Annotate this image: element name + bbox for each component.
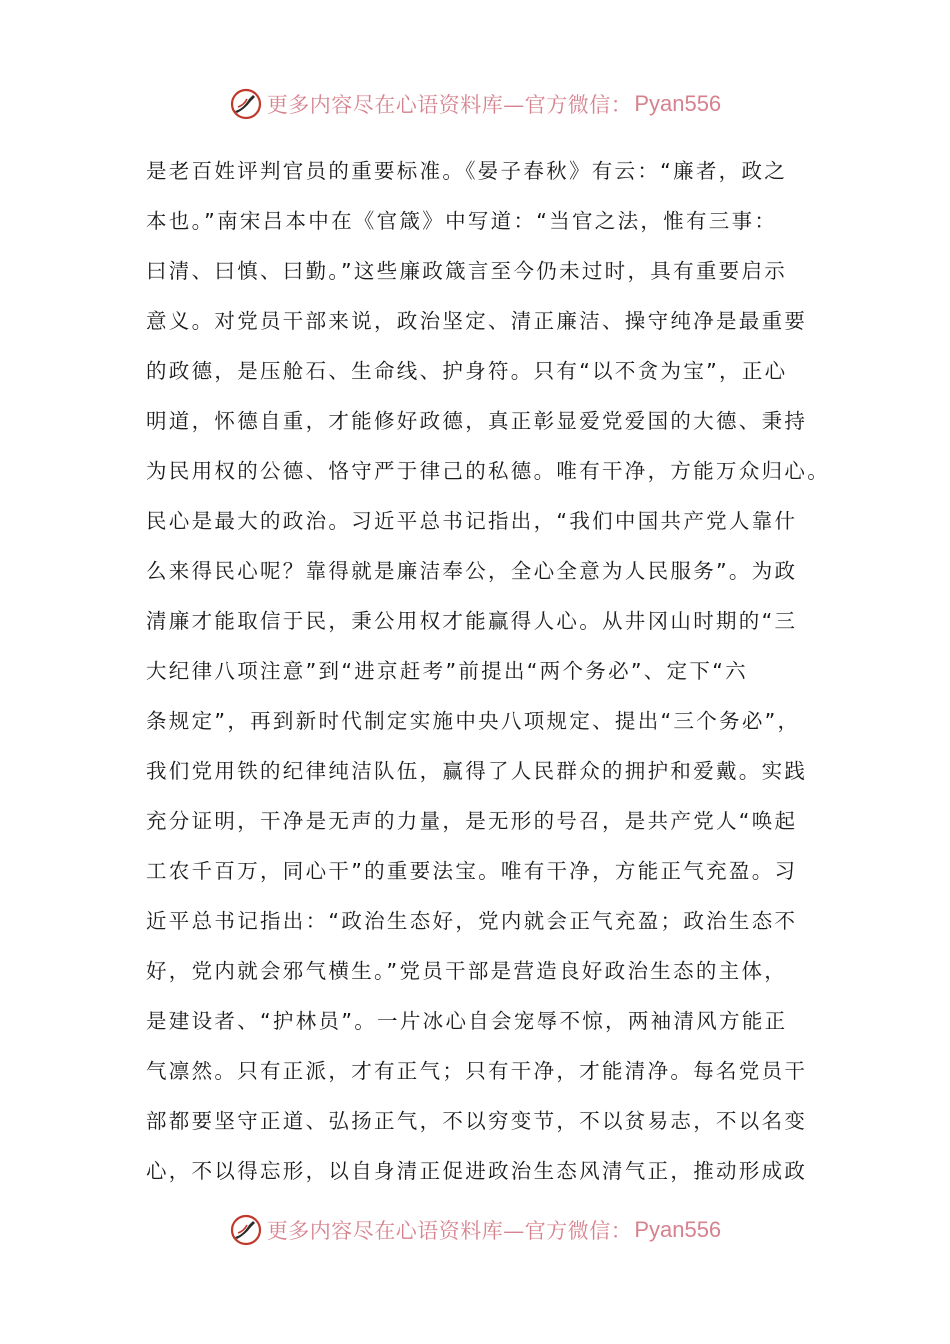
body-line: 清廉才能取信于民，秉公用权才能赢得人心。从井冈山时期的“三 <box>146 609 798 633</box>
body-line: 好，党内就会邪气横生。”党员干部是营造良好政治生态的主体， <box>146 959 788 983</box>
body-line: 的政德，是压舱石、生命线、护身符。只有“以不贪为宝”，正心 <box>146 359 788 383</box>
header-watermark-text: 更多内容尽在心语资料库—官方微信： <box>266 93 633 117</box>
body-line: 意义。对党员干部来说，政治坚定、清正廉洁、操守纯净是最重要 <box>146 309 808 333</box>
body-line: 是老百姓评判官员的重要标准。《晏子春秋》有云：“廉者，政之 <box>146 159 788 183</box>
footer-watermark-id: Pyan556 <box>634 1217 722 1242</box>
body-line: 条规定”，再到新时代制定实施中央八项规定、提出“三个务必”， <box>146 709 801 733</box>
body-line: 民心是最大的政治。习近平总书记指出，“我们中国共产党人靠什 <box>146 509 798 533</box>
header-watermark <box>0 82 950 126</box>
body-line: 是建设者、“护林员”。一片冰心自会宠辱不惊，两袖清风方能正 <box>146 1009 788 1033</box>
pen-logo-icon <box>229 1213 263 1247</box>
pen-logo-icon <box>229 87 263 121</box>
body-line: 气凛然。只有正派，才有正气；只有干净，才能清净。每名党员干 <box>146 1059 808 1083</box>
body-line: 近平总书记指出：“政治生态好，党内就会正气充盈；政治生态不 <box>146 909 798 933</box>
body-line: 工农千百万，同心干”的重要法宝。唯有干净，方能正气充盈。习 <box>146 859 798 883</box>
body-line: 充分证明，干净是无声的力量，是无形的号召，是共产党人“唤起 <box>146 809 798 833</box>
header-watermark-id: Pyan556 <box>634 91 722 116</box>
body-line: 我们党用铁的纪律纯洁队伍，赢得了人民群众的拥护和爱戴。实践 <box>146 759 808 783</box>
footer-watermark <box>0 1208 950 1252</box>
body-line: 为民用权的公德、恪守严于律己的私德。唯有干净，方能万众归心。 <box>146 459 830 483</box>
body-line: 么来得民心呢？靠得就是廉洁奉公，全心全意为人民服务”。为政 <box>146 559 798 583</box>
body-line: 曰清、曰慎、曰勤。”这些廉政箴言至今仍未过时，具有重要启示 <box>146 259 788 283</box>
body-line: 大纪律八项注意”到“进京赶考”前提出“两个务必”、定下“六 <box>146 659 748 683</box>
body-line: 本也。”南宋吕本中在《官箴》中写道：“当官之法，惟有三事： <box>146 209 778 233</box>
body-line: 心，不以得忘形，以自身清正促进政治生态风清气正，推动形成政 <box>146 1159 808 1183</box>
body-line: 部都要坚守正道、弘扬正气，不以穷变节，不以贫易志，不以名变 <box>146 1109 808 1133</box>
document-body <box>146 146 836 1196</box>
footer-watermark-text: 更多内容尽在心语资料库—官方微信： <box>266 1219 633 1243</box>
body-line: 明道，怀德自重，才能修好政德，真正彰显爱党爱国的大德、秉持 <box>146 409 808 433</box>
